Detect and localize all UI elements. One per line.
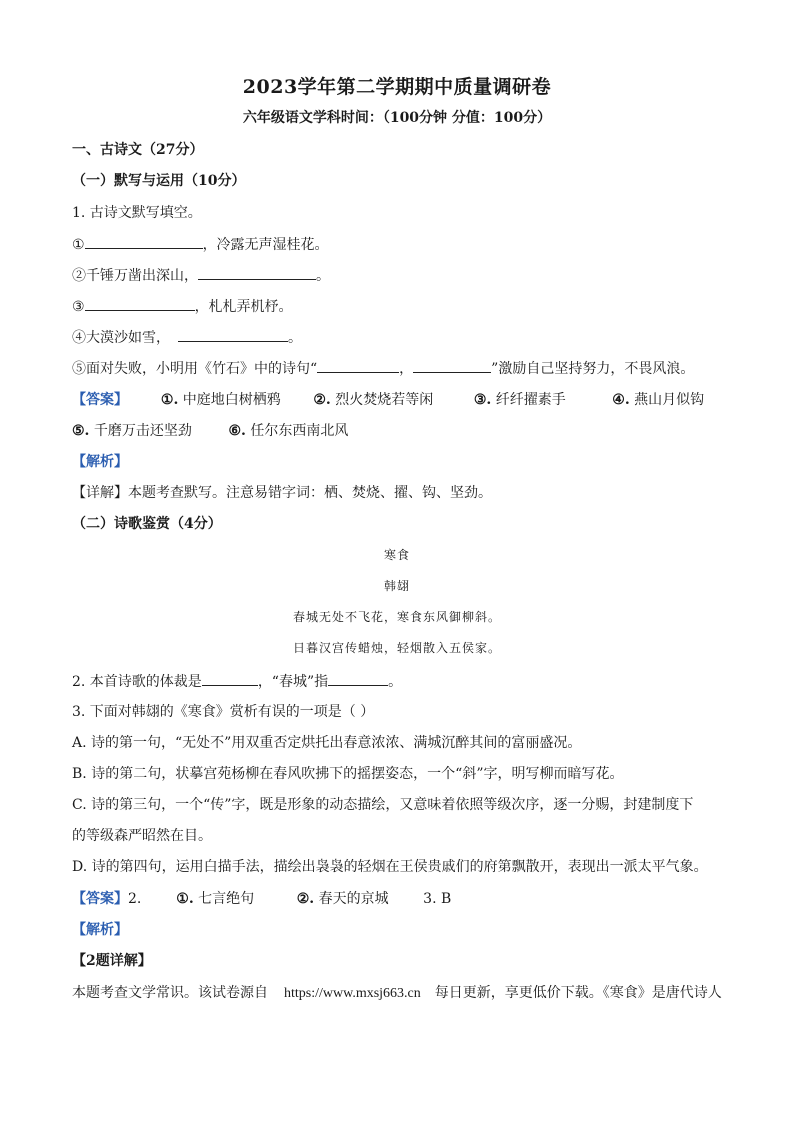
answer-item: ①. 七言绝句 [176, 891, 255, 907]
answer-item: ⑤. 千磨万击还坚劲 [72, 423, 192, 439]
answer-2-row [72, 889, 451, 909]
q1-item-5-suffix: ”激励自己坚持努力，不畏风浪。 [491, 361, 695, 377]
section-heading: 一、古诗文（27分） [72, 142, 204, 158]
question-2 [72, 671, 402, 692]
answer-blank[interactable] [413, 358, 491, 373]
q1-item-3-prefix: ③ [72, 299, 85, 315]
answer-item: ②. 烈火焚烧若等闲 [313, 392, 434, 408]
poem-title: 寒食 [383, 548, 410, 562]
answer-label: 【答案】 [72, 392, 128, 408]
answer-item: ③. 纤纤擢素手 [473, 392, 566, 408]
detail-1: 【详解】本题考查默写。注意易错字词：栖、焚烧、擢、钩、坚劲。 [72, 485, 492, 501]
q1-item-5 [72, 358, 694, 379]
option-a: A. 诗的第一句，“无处不”用双重否定烘托出春意浓浓、满城沉醉其间的富丽盛况。 [72, 735, 582, 751]
q1-item-3-suffix: ，札札弄机杼。 [194, 299, 293, 315]
answer-blank[interactable] [85, 234, 203, 249]
detail-2-text [72, 983, 722, 1004]
option-b: B. 诗的第二句，状摹宫苑杨柳在春风吹拂下的摇摆姿态，一个“斜”字，明写柳而暗写花。 [72, 766, 624, 782]
q2-middle: ，“春城”指 [257, 674, 329, 690]
detail-2-text-b: 每日更新，享更低价下载。《寒食》是唐代诗人 [434, 985, 722, 1001]
answer-item: ②. 春天的京城 [296, 891, 389, 907]
q1-item-5-mid: ， [399, 361, 414, 377]
answer-item: ④. 燕山月似钩 [612, 392, 705, 408]
page-title: 2023学年第二学期期中质量调研卷 [242, 76, 552, 98]
q1-item-4-prefix: ④大漠沙如雪， [72, 330, 170, 346]
analysis-label: 【解析】 [72, 454, 128, 470]
q1-item-2 [72, 265, 330, 286]
q1-item-1-prefix: ① [72, 237, 85, 253]
question-3-prompt: 3. 下面对韩翃的《寒食》赏析有误的一项是（ ） [72, 704, 375, 720]
q1-item-5-prefix: ⑤面对失败，小明用《竹石》中的诗句“ [72, 361, 318, 377]
source-link[interactable]: https://www.mxsj663.cn [284, 986, 421, 1001]
poem-line-2: 日暮汉宫传蜡烛，轻烟散入五侯家。 [292, 641, 501, 655]
part2-heading: （二）诗歌鉴赏（4分） [72, 516, 222, 532]
answer-blank[interactable] [198, 265, 316, 280]
analysis-label-2: 【解析】 [72, 922, 128, 938]
detail-2-text-a: 本题考查文学常识。该试卷源自 [72, 985, 268, 1001]
q2-prefix: 2. 本首诗歌的体裁是 [72, 674, 202, 690]
q1-item-3 [72, 296, 293, 317]
answer-item: ⑥. 任尔东西南北风 [228, 423, 349, 439]
answer-2-qnum: 2. [128, 891, 142, 907]
answer-1-row-2 [72, 421, 348, 441]
q1-item-2-prefix: ②千锤万凿出深山， [72, 268, 198, 284]
option-c-line-2: 的等级森严昭然在目。 [72, 828, 212, 844]
answer-blank[interactable] [202, 671, 258, 686]
answer-blank[interactable] [178, 327, 288, 342]
page-subtitle: 六年级语文学科时间：（100分钟 分值：100分） [242, 110, 552, 126]
q1-item-1 [72, 234, 329, 255]
part1-heading: （一）默写与运用（10分） [72, 173, 246, 189]
option-c-line-1: C. 诗的第三句，一个“传”字，既是形象的动态描绘，又意味着依照等级次序，逐一分赐，封建制度下 [72, 797, 694, 813]
answer-blank[interactable] [328, 671, 388, 686]
poem-line-1: 春城无处不飞花，寒食东风御柳斜。 [292, 610, 501, 624]
q2-suffix: 。 [388, 674, 403, 690]
poem-author: 韩翃 [383, 579, 410, 593]
q1-item-4 [72, 327, 302, 348]
answer-blank[interactable] [85, 296, 195, 311]
detail-2-label: 【2题详解】 [72, 953, 152, 969]
answer-blank[interactable] [317, 358, 399, 373]
q1-item-2-suffix: 。 [316, 268, 330, 284]
answer-1-row-1 [72, 390, 704, 410]
answer-3: 3. B [423, 891, 452, 907]
option-d: D. 诗的第四句，运用白描手法，描绘出袅袅的轻烟在王侯贵戚们的府第飘散开，表现出一派太平气象。 [72, 859, 708, 875]
question-1-prompt: 1. 古诗文默写填空。 [72, 205, 202, 221]
answer-item: ①. 中庭地白树栖鸦 [160, 392, 281, 408]
q1-item-1-suffix: ，冷露无声湿桂花。 [202, 237, 329, 253]
answer-label: 【答案】 [72, 891, 128, 907]
q1-item-4-suffix: 。 [288, 330, 302, 346]
